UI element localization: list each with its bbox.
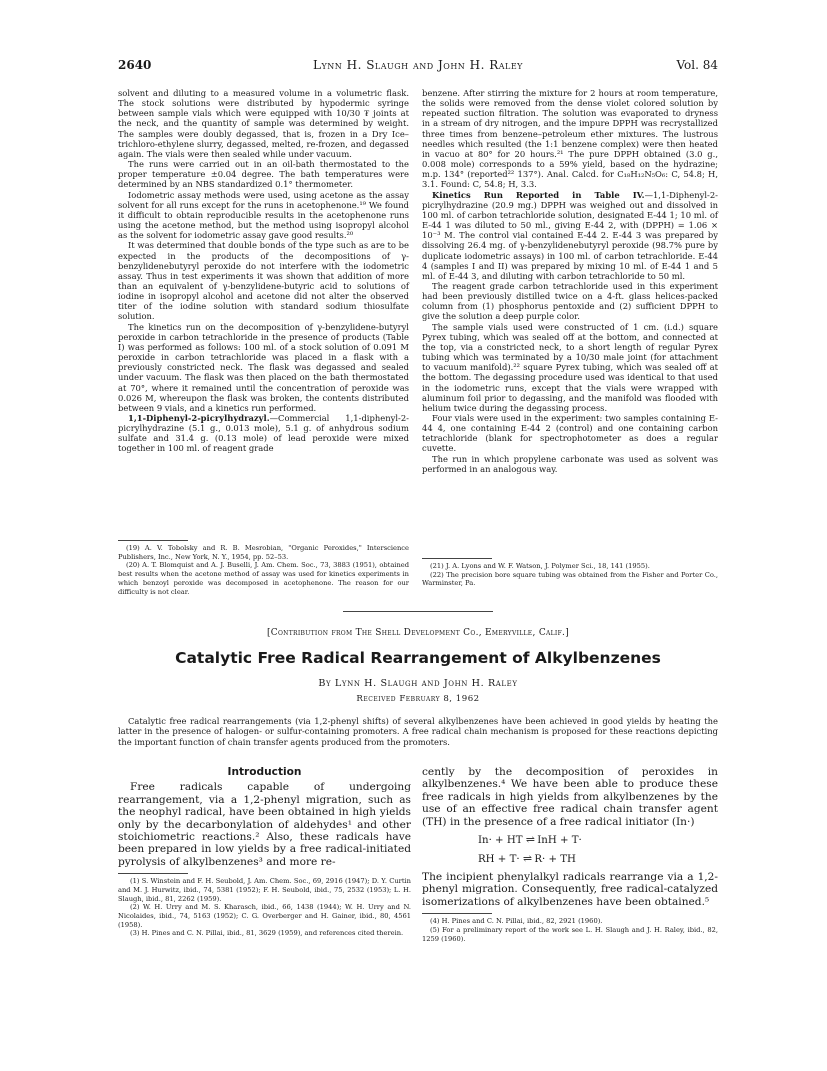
paragraph: benzene. After stirring the mixture for 2 hours at room temperature, the solids were removed from the dense violet colored solution by repeated suction filtration. The solution was evaporated to dryness in a stream of dry nitrogen, and the impure DPPH was recrystallized three times from benzene–petroleum ether mixtures. The lustrous needles which resulted (the 1:1 benzene complex) were then heated in vacuo at 80° for 20 hours.²¹ The pure DPPH obtained (3.0 g., 0.008 mole) corresponds to a 59% yield, based on the hydrazine; m.p. 134° (reported²² 137°). Anal. Calcd. for C₁₈H₁₂N₅O₆: C, 54.8; H, 3.1. Found: C, 54.8; H, 3.3. xyxy=(422,88,718,190)
equation-2 xyxy=(478,850,718,868)
left-footnotes xyxy=(118,544,409,596)
paragraph xyxy=(422,190,718,281)
abstract xyxy=(118,716,718,747)
article-separator xyxy=(343,611,493,612)
contribution-line: [Contribution from The Shell Development Co., Emeryville, Calif.] xyxy=(266,628,570,638)
page-number: 2640 xyxy=(118,58,152,72)
paragraph: Iodometric assay methods were used, using acetone as the assay solvent for all runs except for the runs in acetophenone.¹⁹ We found it difficult to obtain reproducible results in the acetophenone runs using the acetone method, but the method using isopropyl alcohol as the solvent for iodometric assay gave good results.²⁰ xyxy=(118,189,409,241)
subsection-heading: Kinetics Run Reported in Table IV. xyxy=(432,189,645,200)
footnote: (3) H. Pines and C. N. Pillai, ibid., 81, 3629 (1959), and references cited therein. xyxy=(130,929,404,938)
footnote-rule xyxy=(118,873,188,874)
equation-rhs: R· + TH xyxy=(534,854,576,866)
received-date: Received February 8, 1962 xyxy=(356,694,480,704)
paragraph: It was determined that double bonds of the type such as are to be expected in the products of the decompositions of γ-benzylidenebutyryl peroxide do not interfere with the iodometric assay. Thus in test experiments it was shown that addition of more than an equivalent of γ-benzylidene-butyric acid to solutions of iodine in isopropyl alcohol and acetone did not alter the observed titer of the iodine solution with standard sodium thiosulfate solution. xyxy=(118,240,409,322)
footnote-rule xyxy=(422,558,492,559)
footnote: (5) For a preliminary report of the work see L. H. Slaugh and J. H. Raley, ibid., 82, 1259 (1960). xyxy=(422,925,718,943)
paragraph xyxy=(118,413,409,454)
introduction-section xyxy=(118,766,411,938)
volume-label: Vol. 84 xyxy=(676,58,718,72)
equilibrium-arrows-icon: ⇌ xyxy=(525,833,534,847)
article-title: Catalytic Free Radical Rearrangement of Alkylbenzenes xyxy=(175,649,661,667)
section-heading: Introduction xyxy=(227,766,302,778)
paragraph: The kinetics run on the decomposition of γ-benzylidene-butyryl peroxide in carbon tetrachloride in the presence of products (Table I) was performed as follows: 100 ml. of a stock solution of 0.091 M peroxide in carbon tetrachloride was placed in a flask with a previously constricted neck. The flask was degassed and sealed under vacuum. The flask was then placed on the bath thermostated at 70°, where it remained until the concentration of peroxide was 0.026 M, whereupon the flask was broken, the contents distributed between 9 vials, and a kinetics run performed. xyxy=(118,321,409,413)
footnote: (4) H. Pines and C. N. Pillai, ibid., 82, 2921 (1960). xyxy=(430,917,603,926)
footnote-rule xyxy=(422,913,492,914)
paragraph: The runs were carried out in an oil-bath thermostated to the proper temperature ±0.04 degree. The bath temperatures were determined by an NBS standardized 0.1° thermometer. xyxy=(118,159,409,190)
footnote: (22) The precision bore square tubing was obtained from the Fisher and Porter Co., Warminster, Pa. xyxy=(422,570,718,588)
left-column xyxy=(118,88,409,454)
subsection-heading: 1,1-Diphenyl-2-picrylhydrazyl. xyxy=(128,413,270,423)
introduction-footnotes xyxy=(118,877,411,938)
running-header-authors: Lynn H. Slaugh and John H. Raley xyxy=(313,58,523,72)
footnote: (2) W. H. Urry and M. S. Kharasch, ibid., 66, 1438 (1944); W. H. Urry and N. Nicolaides, ibid., 74, 5163 (1952); C. G. Overberger and H. Gainer, ibid., 80, 4561 (1958). xyxy=(118,903,411,929)
footnote-rule xyxy=(118,540,188,541)
paragraph: The sample vials used were constructed of 1 cm. (i.d.) square Pyrex tubing, which was sealed off at the bottom, and connected at the top, via a constricted neck, to a short length of regular Pyrex tubing which was terminated by a 10/30 male joint (for attachment to vacuum manifold).²² square Pyrex tubing, which was sealed off at the bottom. The degassing procedure used was identical to that used in the iodometric runs, except that the vials were wrapped with aluminum foil prior to degassing, and the manifold was flooded with helium twice during the degassing process. xyxy=(422,321,718,413)
equation-rhs: InH + T· xyxy=(537,835,582,847)
byline: By Lynn H. Slaugh and John H. Raley xyxy=(318,678,518,689)
paragraph: Four vials were used in the experiment: two samples containing E-44 4, one containing E-44 2 (control) and one containing carbon tetrachloride (blank for spectrophotometer as does a regular cuvette. xyxy=(422,413,718,454)
introduction-continued xyxy=(422,766,718,943)
paragraph: cently by the decomposition of peroxides in alkylbenzenes.⁴ We have been able to produce these free radicals in high yields from alkylbenzenes by the use of an effective free radical chain transfer agent (TH) in the presence of a free radical initiator (In·) xyxy=(422,766,718,828)
right-column xyxy=(422,88,718,474)
footnote: (19) A. V. Tobolsky and R. B. Mesrobian, "Organic Peroxides," Interscience Publishers, Inc., New York, N. Y., 1954, pp. 52–53. xyxy=(118,544,409,561)
equation-1 xyxy=(478,831,718,849)
footnote: (20) A. T. Blomquist and A. J. Buselli, J. Am. Chem. Soc., 73, 3883 (1951), obtained best results when the acetone method of assay was used for kinetics experiments in which benzoyl peroxide was decomposed in acetophenone. The reason for our difficulty is not clear. xyxy=(118,561,409,596)
paragraph: The reagent grade carbon tetrachloride used in this experiment had been previously distilled twice on a 4-ft. glass helices-packed column from (1) phosphorus pentoxide and (2) sufficient DPPH to give the solution a deep purple color. xyxy=(422,280,718,322)
subsection-text: —Commercial 1,1-diphenyl-2-picrylhydrazine (5.1 g., 0.013 mole), 5.1 g. of anhydrous sodium sulfate and 31.4 g. (0.13 mole) of lead peroxide were mixed together in 100 ml. of reagent grade xyxy=(118,413,409,454)
paragraph: solvent and diluting to a measured volume in a volumetric flask. The stock solutions were distributed by hypodermic syringe between sample vials which were equipped with 10/30 ₮ joints at the neck, and the quantity of sample was determined by weight. The samples were doubly degassed, that is, frozen in a Dry Ice–trichloro-ethylene slurry, degassed, melted, re-frozen, and degassed again. The vials were then sealed while under vacuum. xyxy=(118,88,409,159)
abstract-text: Catalytic free radical rearrangements (via 1,2-phenyl shifts) of several alkylbenzenes have been achieved in good yields by heating the latter in the presence of halogen- or sulfur-containing promoters. A free radical chain mechanism is proposed for these reactions depicting the important function of chain transfer agents produced from the promoters. xyxy=(118,716,718,747)
footnote: (1) S. Winstein and F. H. Seubold, J. Am. Chem. Soc., 69, 2916 (1947); D. Y. Curtin and M. J. Hurwitz, ibid., 74, 5381 (1952); F. H. Seubold, ibid., 75, 2532 (1953); L. H. Slaugh, ibid., 81, 2262 (1959). xyxy=(118,877,411,903)
paragraph: The run in which propylene carbonate was used as solvent was performed in an analogous way. xyxy=(422,453,718,474)
equation-lhs: RH + T· xyxy=(478,854,520,866)
running-header xyxy=(118,58,718,74)
equilibrium-arrows-icon: ⇌ xyxy=(522,852,532,866)
paragraph: The incipient phenylalkyl radicals rearrange via a 1,2-phenyl migration. Consequently, free radical-catalyzed isomerizations of alkylbenzenes have been obtained.⁵ xyxy=(422,871,718,908)
equation-lhs: In· + HT xyxy=(478,835,523,847)
paragraph: Free radicals capable of undergoing rearrangement, via a 1,2-phenyl migration, such as the neophyl radical, have been obtained in high yields only by the decarbonylation of aldehydes¹ and other stoichiometric reactions.² Also, these radicals have been prepared in low yields by a free radical-initiated pyrolysis of alkylbenzenes³ and more re- xyxy=(118,781,411,868)
footnote: (21) J. A. Lyons and W. F. Watson, J. Polymer Sci., 18, 141 (1955). xyxy=(430,562,650,570)
right-footnotes xyxy=(422,562,718,588)
right-bottom-footnotes xyxy=(422,917,718,943)
subsection-text: —1,1-Diphenyl-2-picrylhydrazine (20.9 mg.) DPPH was weighed out and dissolved in 100 ml. of carbon tetrachloride solution, designated E-44 1; 10 ml. of E-44 1 was diluted to 50 ml., giving E-44 2, with (DPPH) = 1.06 × 10⁻³ M. The control vial contained E-44 2. E-44 3 was prepared by dissolving 26.4 mg. of γ-benzylidenebutyryl peroxide (98.7% pure by duplicate iodometric assays) in 100 ml. of carbon tetrachloride. E-44 4 (samples I and II) was prepared by mixing 10 ml. of E-44 1 and 5 ml. of E-44 3, and diluting with carbon tetrachloride to 50 ml. xyxy=(422,189,718,281)
